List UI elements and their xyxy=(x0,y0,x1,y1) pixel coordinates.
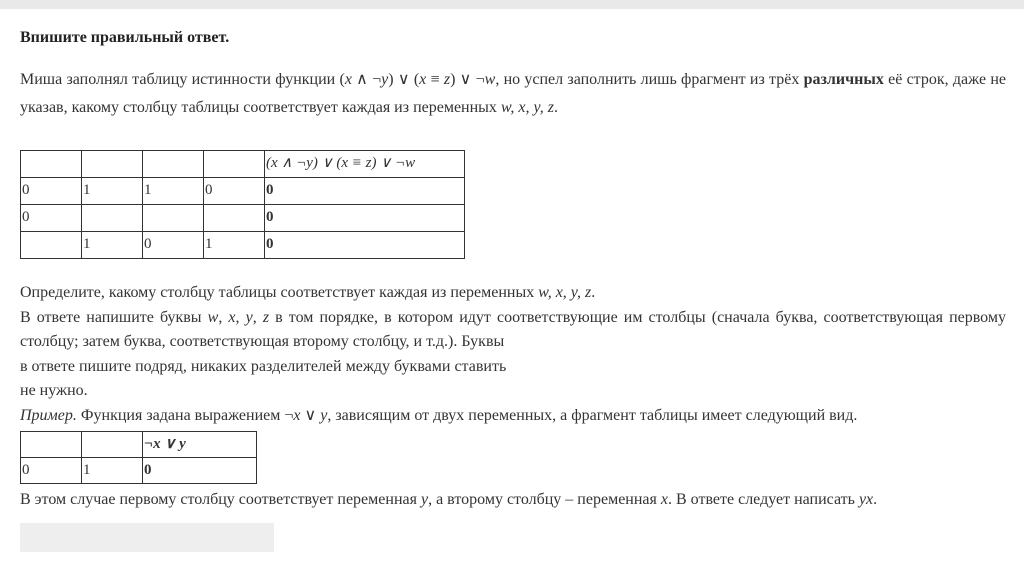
function-header: (x ∧ ¬y) ∨ (x ≡ z) ∨ ¬w xyxy=(265,151,465,178)
example-conclusion: В этом случае первому столбцу соответствует переменная y, а второму столбцу – переменная x. В ответе следует написать yx. xyxy=(20,491,878,508)
table-cell: 0 xyxy=(204,178,265,205)
var-z: z xyxy=(262,308,270,326)
function-value: 0 xyxy=(265,232,465,259)
table-cell xyxy=(82,432,143,458)
table-cell xyxy=(143,205,204,232)
function-value: 0 xyxy=(143,458,257,484)
instructions-line-3: в ответе пишите подряд, никаких разделителей между буквами ставить xyxy=(20,357,507,375)
table-cell xyxy=(82,205,143,232)
table-header-row xyxy=(21,432,257,458)
truth-table xyxy=(20,150,465,259)
var-w: w xyxy=(207,308,219,326)
function-value: 0 xyxy=(265,178,465,205)
answer-input[interactable] xyxy=(20,523,274,552)
op-and-not: ∧ ¬ xyxy=(351,71,382,88)
table-cell: 1 xyxy=(143,178,204,205)
instructions-line-1: Определите, какому столбцу таблицы соответствует каждая из переменных w, x, y, z. xyxy=(20,284,596,301)
function-value: 0 xyxy=(265,205,465,232)
var-x: x xyxy=(344,71,352,88)
op-equiv: ≡ xyxy=(426,71,444,88)
table-row xyxy=(21,232,465,259)
var-y: y xyxy=(320,406,328,424)
intro-text: Миша заполнял таблицу истинности функции ( xyxy=(20,71,345,88)
var-y: y xyxy=(381,71,389,88)
table-cell: 1 xyxy=(82,178,143,205)
variable-list: w, x, y, z xyxy=(538,284,592,301)
function-header: ¬x ∨ y xyxy=(143,432,257,458)
table-cell: 1 xyxy=(82,232,143,259)
var-x: x xyxy=(228,308,236,326)
var-x: x xyxy=(660,491,668,508)
op-or-not: ) ∨ ¬ xyxy=(450,71,485,88)
table-header-row xyxy=(21,151,465,178)
var-y: y xyxy=(245,308,253,326)
var-y: y xyxy=(420,491,429,508)
table-row xyxy=(21,205,465,232)
table-cell xyxy=(143,151,204,178)
table-cell xyxy=(21,432,82,458)
emphasis-word: различных xyxy=(803,71,884,88)
example-label: Пример. xyxy=(20,406,77,424)
table-cell xyxy=(82,151,143,178)
var-x: x xyxy=(293,406,301,424)
table-cell: 0 xyxy=(21,178,82,205)
task-heading: Впишите правильный ответ. xyxy=(20,29,230,46)
table-cell: 0 xyxy=(21,458,82,484)
intro-text: , но успел заполнить лишь фрагмент из трёх xyxy=(495,71,804,88)
table-cell: 1 xyxy=(204,232,265,259)
table-cell xyxy=(21,232,82,259)
table-cell: 0 xyxy=(143,232,204,259)
table-cell xyxy=(21,151,82,178)
intro-text: её строк, даже не указав, какому столбцу таблицы соответствует каждая из переменных xyxy=(20,71,1007,116)
top-bar xyxy=(0,0,1024,9)
example-answer: yx xyxy=(858,491,874,508)
instructions-line-2: В ответе напишите буквы w, x, y, z в том порядке, в котором идут соответствующие им столбцы (сначала буква, соответствующая первому столбцу; затем буква, соответствующая второму столбцу, и т.д.). Буквы xyxy=(20,308,1007,350)
variable-list: w, x, y, z xyxy=(500,99,554,116)
instructions-line-4: не нужно. xyxy=(20,382,88,399)
table-row xyxy=(21,178,465,205)
var-x: x xyxy=(419,71,427,88)
example-intro: Пример. Функция задана выражением ¬x ∨ y, зависящим от двух переменных, а фрагмент таблицы имеет следующий вид. xyxy=(20,406,858,424)
var-w: w xyxy=(484,71,496,88)
op-or: ) ∨ ( xyxy=(388,71,420,88)
example-table xyxy=(20,431,257,484)
table-cell xyxy=(204,205,265,232)
task-intro: Миша заполнял таблицу истинности функции (x ∧ ¬y) ∨ (x ≡ z) ∨ ¬w, но успел заполнить лишь фрагмент из трёх различных её строк, даже не указав, какому столбцу таблицы соответствует каждая из переменных w, x, y, z. xyxy=(20,71,1007,116)
table-row xyxy=(21,458,257,484)
table-cell xyxy=(204,151,265,178)
var-z: z xyxy=(443,71,451,88)
task-content xyxy=(20,28,1006,513)
table-cell: 0 xyxy=(21,205,82,232)
table-cell: 1 xyxy=(82,458,143,484)
